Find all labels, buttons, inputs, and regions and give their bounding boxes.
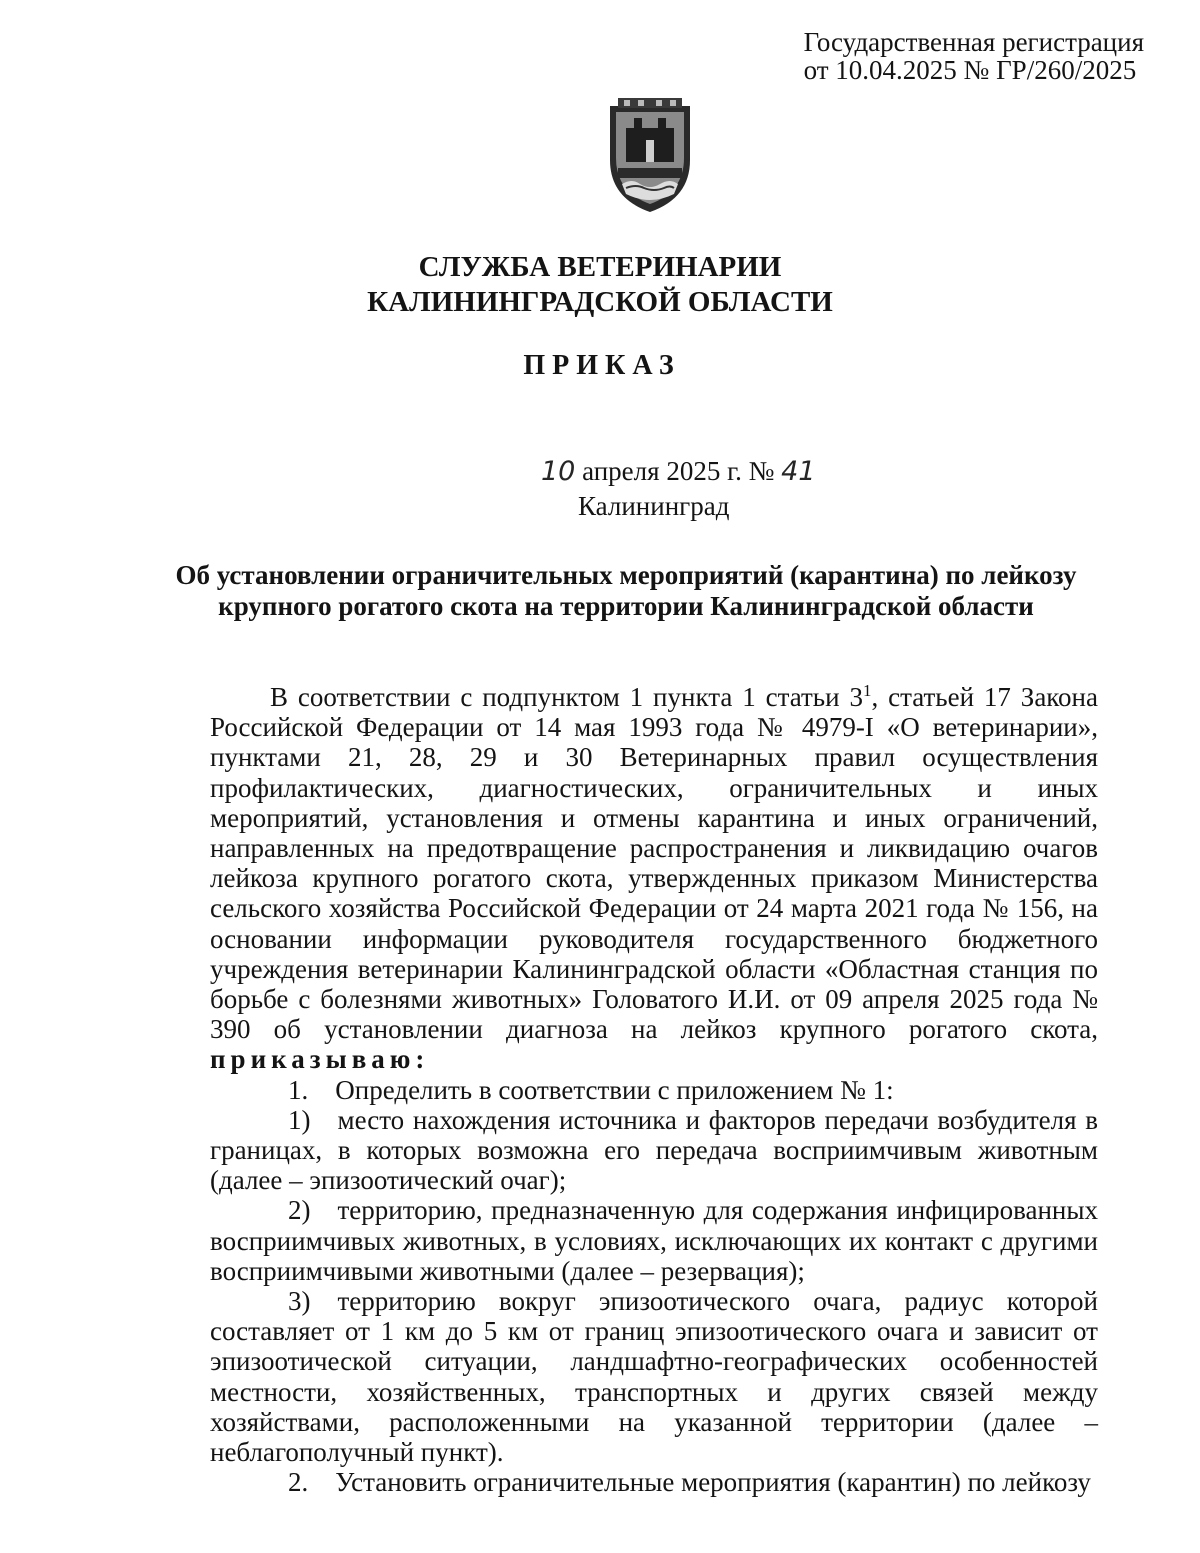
order-day-handwritten: 10	[541, 456, 576, 487]
state-registration-stamp	[804, 28, 1144, 84]
org-line-2: КАЛИНИНГРАДСКОЙ ОБЛАСТИ	[367, 286, 833, 318]
organization-name	[0, 250, 1200, 320]
item-1-1: 1) место нахождения источника и факторов передачи возбудителя в границах, в которых возможна его передача восприимчивым животным (далее – эпизоотический очаг);	[210, 1104, 1098, 1196]
registration-line-1: Государственная регистрация	[803, 27, 1144, 57]
org-line-1: СЛУЖБА ВЕТЕРИНАРИИ	[418, 251, 782, 283]
item-1-3: 3) территорию вокруг эпизоотического очага, радиус которой составляет от 1 км до 5 км от границ эпизоотического очага и зависит от эпизоотической ситуации, ландшафтно-географических особенностей местности, хозяйственных, транспортных и других связей между хозяйствами, расположенными на указанной территории (далее – неблагополучный пункт).	[210, 1286, 1098, 1468]
document-body	[210, 682, 1098, 1497]
subject-line-2: крупного рогатого скота на территории Калининградской области	[218, 591, 1034, 621]
order-date-number	[541, 455, 815, 488]
item-2: 2. Установить ограничительные мероприятия (карантин) по лейкозу	[288, 1467, 1091, 1498]
document-subject	[170, 560, 1082, 622]
coat-of-arms-icon	[604, 98, 696, 214]
registration-line-2: от 10.04.2025 № ГР/260/2025	[803, 55, 1137, 85]
item-1-2: 2) территорию, предназначенную для содержания инфицированных восприимчивых животных, в условиях, исключающих их контакт с другими восприимчивыми животными (далее – резервация);	[210, 1195, 1098, 1286]
order-date-text: апреля 2025 г. №	[575, 456, 782, 486]
document-type: ПРИКАЗ	[523, 350, 681, 381]
order-number-handwritten: 41	[781, 456, 816, 487]
preamble-text-2: , статьей 17 Закона Российской Федерации от 14 мая 1993 года № 4979-I «О ветеринарии», пунктами 21, 28, 29 и 30 Ветеринарных правил осуществления профилактических, диагностических, ограничительных и иных мероприятий, установления и отмены карантина и иных ограничений, направленных на предотвращение распространения и ликвидацию очагов лейкоза крупного рогатого скота, утвержденных приказом Министерства сельского хозяйства Российской Федерации от 24 марта 2021 года № 156, на основании информации руководителя государственного бюджетного учреждения ветеринарии Калининградской области «Областная станция по борьбе с болезнями животных» Головатого И.И. от 09 апреля 2025 года № 390 об установлении диагноза на лейкоз крупного рогатого скота,	[210, 682, 1098, 1045]
order-word: приказываю:	[210, 1044, 430, 1075]
subject-line-1: Об установлении ограничительных мероприятий (карантина) по лейкозу	[175, 560, 1077, 590]
preamble-text-1: В соответствии с подпунктом 1 пункта 1 статьи 3	[270, 682, 863, 712]
preamble-paragraph	[210, 682, 1098, 1075]
article-superscript: 1	[862, 681, 872, 700]
order-city: Калининград	[578, 491, 730, 521]
item-1: 1. Определить в соответствии с приложением № 1:	[288, 1074, 894, 1105]
